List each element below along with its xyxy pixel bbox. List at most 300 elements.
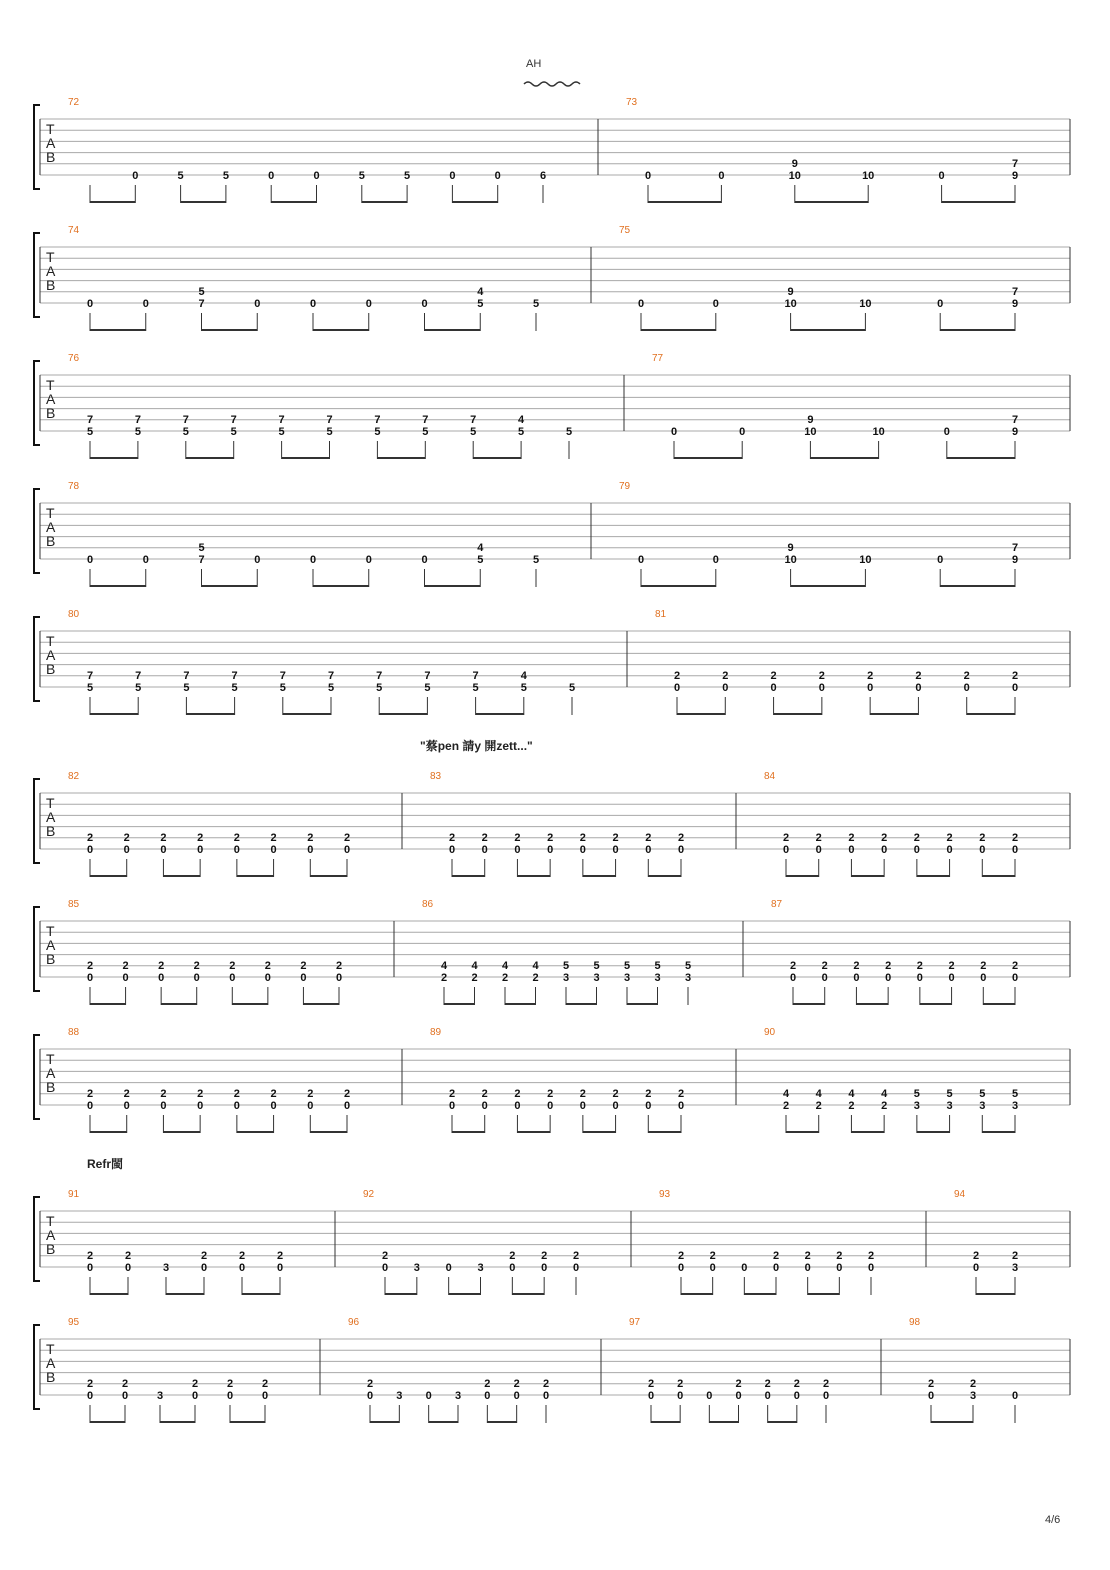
fret-number: 2 [381, 1250, 389, 1262]
fret-number: 7 [424, 670, 431, 682]
fret-number: 2 [848, 832, 855, 844]
fret-number: 0 [647, 1390, 655, 1402]
fret-number: 0 [821, 972, 828, 984]
note-beam [774, 713, 822, 715]
fret-number: 0 [514, 1100, 521, 1112]
note-beam [917, 1131, 950, 1133]
fret-number: 2 [972, 1250, 980, 1262]
fret-number: 0 [86, 972, 94, 984]
fret-number: 2 [484, 1378, 491, 1390]
fret-number: 0 [853, 972, 860, 984]
note-beam [517, 1131, 550, 1133]
note-beam [310, 1131, 347, 1133]
fret-number: 7 [279, 670, 286, 682]
fret-number: 2 [547, 1088, 554, 1100]
fret-number: 2 [514, 832, 521, 844]
fret-number: 5 [684, 960, 692, 972]
fret-number: 0 [86, 844, 94, 856]
fret-number: 0 [822, 1390, 830, 1402]
fret-number: 5 [654, 960, 661, 972]
fret-number: 0 [445, 1262, 452, 1274]
note-beam [90, 201, 135, 203]
fret-number: 5 [327, 682, 335, 694]
note-beam [181, 201, 226, 203]
fret-number: 0 [514, 844, 521, 856]
fret-number: 4 [520, 670, 527, 682]
fret-number: 2 [772, 1250, 780, 1262]
fret-number: 3 [396, 1390, 403, 1402]
fret-number: 3 [913, 1100, 920, 1112]
tab-clef-letter: A [46, 391, 56, 407]
fret-number: 0 [1011, 844, 1019, 856]
fret-number: 2 [836, 1250, 843, 1262]
fret-number: 0 [509, 1262, 516, 1274]
tab-clef-letter: T [46, 1341, 55, 1357]
fret-number: 4 [440, 960, 448, 972]
note-beam [186, 713, 234, 715]
fret-number: 2 [677, 1250, 685, 1262]
staff-system [34, 609, 1070, 715]
fret-number: 2 [481, 1088, 488, 1100]
measure-number: 90 [764, 1027, 776, 1038]
fret-number: 0 [739, 426, 746, 438]
fret-number: 2 [300, 960, 307, 972]
fret-number: 2 [980, 960, 987, 972]
fret-number: 2 [191, 1378, 199, 1390]
fret-number: 0 [1011, 1390, 1019, 1402]
fret-number: 0 [197, 844, 204, 856]
measure-number: 76 [68, 353, 80, 364]
fret-number: 2 [793, 1378, 800, 1390]
fret-number: 2 [276, 1250, 284, 1262]
fret-number: 0 [233, 1100, 240, 1112]
note-beam [648, 201, 721, 203]
tab-clef-letter: B [46, 951, 56, 967]
fret-number: 0 [86, 298, 94, 310]
staff-system [34, 1027, 1070, 1133]
note-beam [370, 1421, 399, 1423]
fret-number: 0 [677, 1262, 685, 1274]
fret-number: 0 [804, 1262, 811, 1274]
fret-number: 2 [867, 1250, 875, 1262]
fret-number: 0 [938, 170, 945, 182]
note-beam [983, 1003, 1015, 1005]
staff-system [34, 225, 1070, 331]
note-beam [452, 201, 497, 203]
measure-number: 95 [68, 1317, 80, 1328]
system-brace [34, 1197, 40, 1281]
note-beam [940, 329, 1015, 331]
fret-number: 0 [547, 1100, 554, 1112]
tab-clef-letter: T [46, 249, 55, 265]
note-beam [232, 1003, 268, 1005]
fret-number: 2 [307, 832, 314, 844]
staff-system [34, 97, 1070, 203]
fret-number: 0 [484, 1390, 491, 1402]
note-beam [310, 875, 347, 877]
fret-number: 5 [568, 682, 576, 694]
fret-number: 2 [963, 670, 970, 682]
fret-number: 0 [836, 1262, 843, 1274]
fret-number: 5 [593, 960, 600, 972]
fret-number: 7 [1011, 158, 1019, 170]
note-beam [982, 1131, 1015, 1133]
fret-number: 10 [784, 554, 797, 566]
fret-number: 0 [637, 298, 645, 310]
fret-number: 0 [448, 1100, 456, 1112]
fret-number: 0 [677, 1390, 684, 1402]
fret-number: 0 [197, 1100, 204, 1112]
note-beam [425, 585, 481, 587]
measure-number: 93 [659, 1189, 671, 1200]
fret-number: 0 [481, 844, 488, 856]
fret-number: 2 [238, 1250, 246, 1262]
fret-number: 5 [326, 426, 333, 438]
measure-number: 84 [764, 771, 776, 782]
note-beam [505, 1003, 536, 1005]
fret-number: 0 [366, 1390, 374, 1402]
note-beam [237, 1131, 274, 1133]
fret-number: 0 [645, 844, 652, 856]
fret-number: 0 [421, 298, 428, 310]
fret-number: 10 [859, 298, 872, 310]
fret-number: 2 [916, 960, 923, 972]
fret-number: 2 [160, 832, 167, 844]
fret-number: 2 [722, 670, 729, 682]
fret-number: 5 [198, 286, 205, 298]
tab-clef-letter: B [46, 1369, 56, 1385]
fret-number: 2 [804, 1250, 811, 1262]
tab-clef-letter: T [46, 795, 55, 811]
fret-number: 0 [193, 972, 200, 984]
staff-system [34, 1189, 1070, 1295]
system-brace [34, 489, 40, 573]
fret-number: 2 [927, 1378, 935, 1390]
fret-number: 0 [915, 682, 922, 694]
fret-number: 2 [513, 1378, 520, 1390]
measure-number: 75 [619, 225, 631, 236]
fret-number: 7 [1011, 542, 1019, 554]
fret-number: 2 [532, 972, 539, 984]
fret-number: 2 [815, 832, 822, 844]
fret-number: 2 [881, 832, 888, 844]
fret-number: 2 [197, 832, 204, 844]
fret-number: 2 [677, 832, 685, 844]
note-beam [517, 875, 550, 877]
tab-clef-letter: T [46, 505, 55, 521]
fret-number: 0 [772, 1262, 780, 1274]
note-beam [271, 201, 316, 203]
fret-number: 5 [565, 426, 573, 438]
fret-number: 2 [853, 960, 860, 972]
measure-number: 91 [68, 1189, 80, 1200]
fret-number: 0 [782, 844, 790, 856]
fret-number: 3 [1011, 1100, 1019, 1112]
fret-number: 0 [365, 554, 372, 566]
tab-clef-letter: B [46, 405, 56, 421]
system-brace [34, 1325, 40, 1409]
fret-number: 0 [1011, 972, 1019, 984]
fret-number: 5 [231, 682, 238, 694]
note-beam [90, 713, 138, 715]
fret-number: 0 [343, 1100, 351, 1112]
fret-number: 0 [132, 170, 139, 182]
fret-number: 0 [937, 554, 944, 566]
fret-number: 0 [191, 1390, 199, 1402]
staff-system [34, 353, 1070, 459]
tab-clef-letter: B [46, 149, 56, 165]
fret-number: 2 [270, 832, 277, 844]
fret-number: 0 [309, 298, 317, 310]
system-brace [34, 617, 40, 701]
tab-clef-letter: A [46, 519, 56, 535]
fret-number: 5 [532, 298, 540, 310]
note-beam [90, 1131, 127, 1133]
fret-number: 0 [612, 844, 619, 856]
fret-number: 0 [229, 972, 236, 984]
fret-number: 3 [654, 972, 661, 984]
measure-number: 78 [68, 481, 80, 492]
fret-number: 2 [677, 1378, 684, 1390]
tab-clef-letter: A [46, 1355, 56, 1371]
fret-number: 7 [1011, 286, 1019, 298]
fret-number: 3 [593, 972, 600, 984]
fret-number: 2 [160, 1088, 167, 1100]
fret-number: 2 [915, 670, 922, 682]
fret-number: 5 [278, 426, 285, 438]
tab-clef-letter: T [46, 1051, 55, 1067]
fret-number: 2 [818, 670, 825, 682]
fret-number: 0 [764, 1390, 771, 1402]
fret-number: 2 [233, 832, 240, 844]
staff-systems [34, 97, 1070, 1423]
note-beam [90, 1293, 128, 1295]
note-beam [90, 329, 146, 331]
fret-number: 7 [86, 670, 94, 682]
note-beam [362, 201, 407, 203]
fret-number: 7 [374, 414, 381, 426]
fret-number: 2 [122, 960, 129, 972]
fret-number: 2 [789, 960, 797, 972]
note-beam [870, 713, 918, 715]
tab-clef-letter: A [46, 937, 56, 953]
fret-number: 0 [86, 1390, 94, 1402]
note-beam [851, 1131, 884, 1133]
note-beam [160, 1421, 195, 1423]
fret-number: 2 [969, 1378, 977, 1390]
note-beam [940, 585, 1015, 587]
tab-clef-letter: A [46, 1065, 56, 1081]
note-beam [90, 585, 146, 587]
fret-number: 7 [183, 670, 190, 682]
note-beam [452, 1131, 485, 1133]
note-beam [786, 1131, 819, 1133]
fret-number: 0 [238, 1262, 246, 1274]
note-beam [90, 1421, 125, 1423]
fret-number: 7 [278, 414, 285, 426]
fret-number: 2 [782, 832, 790, 844]
fret-number: 10 [804, 426, 817, 438]
fret-number: 7 [134, 414, 141, 426]
note-beam [282, 457, 330, 459]
fret-number: 0 [937, 298, 944, 310]
tab-clef-letter: B [46, 661, 56, 677]
note-beam [786, 875, 819, 877]
fret-number: 0 [867, 682, 874, 694]
fret-number: 5 [198, 542, 205, 554]
note-beam [947, 457, 1015, 459]
fret-number: 0 [579, 844, 586, 856]
fret-number: 7 [422, 414, 429, 426]
measure-number: 87 [771, 899, 783, 910]
fret-number: 2 [448, 832, 456, 844]
note-beam [385, 1293, 417, 1295]
fret-number: 0 [268, 170, 275, 182]
fret-number: 0 [572, 1262, 580, 1274]
fret-number: 5 [183, 682, 190, 694]
fret-number: 7 [472, 670, 479, 682]
note-beam [161, 1003, 197, 1005]
note-beam [452, 875, 485, 877]
section-label: Refr閩 [87, 1157, 124, 1171]
measure-number: 92 [363, 1189, 375, 1200]
fret-number: 0 [123, 844, 130, 856]
fret-number: 0 [123, 1100, 130, 1112]
fret-number: 0 [980, 972, 987, 984]
tab-clef-letter: A [46, 135, 56, 151]
fret-number: 0 [86, 1262, 94, 1274]
fret-number: 2 [124, 1250, 132, 1262]
note-beam [242, 1293, 280, 1295]
fret-number: 5 [477, 554, 484, 566]
system-brace [34, 1035, 40, 1119]
fret-number: 2 [123, 832, 130, 844]
system-brace [34, 907, 40, 991]
note-beam [429, 1421, 458, 1423]
fret-number: 7 [86, 414, 94, 426]
fret-number: 0 [122, 972, 129, 984]
fret-number: 2 [848, 1100, 855, 1112]
fret-number: 2 [735, 1378, 742, 1390]
fret-number: 3 [684, 972, 692, 984]
fret-number: 0 [542, 1390, 550, 1402]
note-beam [202, 585, 258, 587]
fret-number: 4 [881, 1088, 888, 1100]
measure-number: 82 [68, 771, 80, 782]
tab-clef-letter: A [46, 1227, 56, 1243]
fret-number: 0 [254, 554, 261, 566]
fret-number: 0 [946, 844, 953, 856]
fret-number: 0 [712, 554, 719, 566]
fret-number: 2 [645, 832, 652, 844]
staff-system [34, 771, 1070, 877]
fret-number: 5 [477, 298, 484, 310]
fret-number: 0 [706, 1390, 713, 1402]
fret-number: 2 [335, 960, 343, 972]
fret-number: 4 [501, 960, 509, 972]
fret-number: 2 [946, 832, 953, 844]
tab-clef-letter: B [46, 823, 56, 839]
measure-number: 79 [619, 481, 631, 492]
fret-number: 9 [1011, 554, 1019, 566]
fret-number: 0 [335, 972, 343, 984]
fret-number: 0 [124, 1262, 132, 1274]
fret-number: 2 [481, 832, 488, 844]
fret-number: 2 [501, 972, 509, 984]
fret-number: 2 [509, 1250, 516, 1262]
note-beam [186, 457, 234, 459]
note-beam [677, 713, 725, 715]
fret-number: 0 [264, 972, 271, 984]
note-beam [942, 201, 1015, 203]
fret-number: 5 [86, 682, 94, 694]
note-beam [473, 457, 521, 459]
fret-number: 2 [572, 1250, 580, 1262]
note-beam [444, 1003, 475, 1005]
fret-number: 10 [859, 554, 872, 566]
fret-number: 5 [472, 682, 479, 694]
fret-number: 7 [1011, 414, 1019, 426]
fret-number: 0 [270, 1100, 277, 1112]
note-beam [856, 1003, 888, 1005]
note-beam [166, 1293, 204, 1295]
system-brace [34, 233, 40, 317]
fret-number: 2 [867, 670, 874, 682]
tab-clef-letter: B [46, 1079, 56, 1095]
fret-number: 2 [86, 1378, 94, 1390]
fret-number: 0 [494, 170, 501, 182]
fret-number: 0 [160, 844, 167, 856]
fret-number: 0 [254, 298, 261, 310]
fret-number: 0 [86, 1100, 94, 1112]
fret-number: 0 [86, 554, 94, 566]
measure-number: 72 [68, 97, 80, 108]
fret-number: 2 [197, 1088, 204, 1100]
fret-number: 0 [579, 1100, 586, 1112]
system-brace [34, 361, 40, 445]
fret-number: 4 [471, 960, 478, 972]
fret-number: 2 [440, 972, 448, 984]
note-beam [377, 457, 425, 459]
fret-number: 2 [307, 1088, 314, 1100]
fret-number: 0 [885, 972, 892, 984]
fret-number: 0 [270, 844, 277, 856]
fret-number: 5 [222, 170, 229, 182]
fret-number: 3 [946, 1100, 953, 1112]
fret-number: 0 [276, 1262, 284, 1274]
fret-number: 2 [233, 1088, 240, 1100]
fret-number: 2 [913, 832, 920, 844]
note-beam [917, 875, 950, 877]
fret-number: 2 [200, 1250, 208, 1262]
fret-number: 0 [313, 170, 320, 182]
fret-number: 5 [230, 426, 237, 438]
fret-number: 2 [547, 832, 554, 844]
note-beam [90, 1003, 126, 1005]
fret-number: 2 [123, 1088, 130, 1100]
note-beam [931, 1421, 973, 1423]
fret-number: 3 [979, 1100, 986, 1112]
fret-number: 5 [470, 426, 477, 438]
note-beam [379, 713, 427, 715]
note-beam [313, 329, 369, 331]
fret-number: 0 [793, 1390, 800, 1402]
fret-number: 5 [177, 170, 184, 182]
fret-number: 9 [807, 414, 814, 426]
fret-number: 0 [142, 554, 149, 566]
note-beam [641, 585, 716, 587]
fret-number: 0 [300, 972, 307, 984]
